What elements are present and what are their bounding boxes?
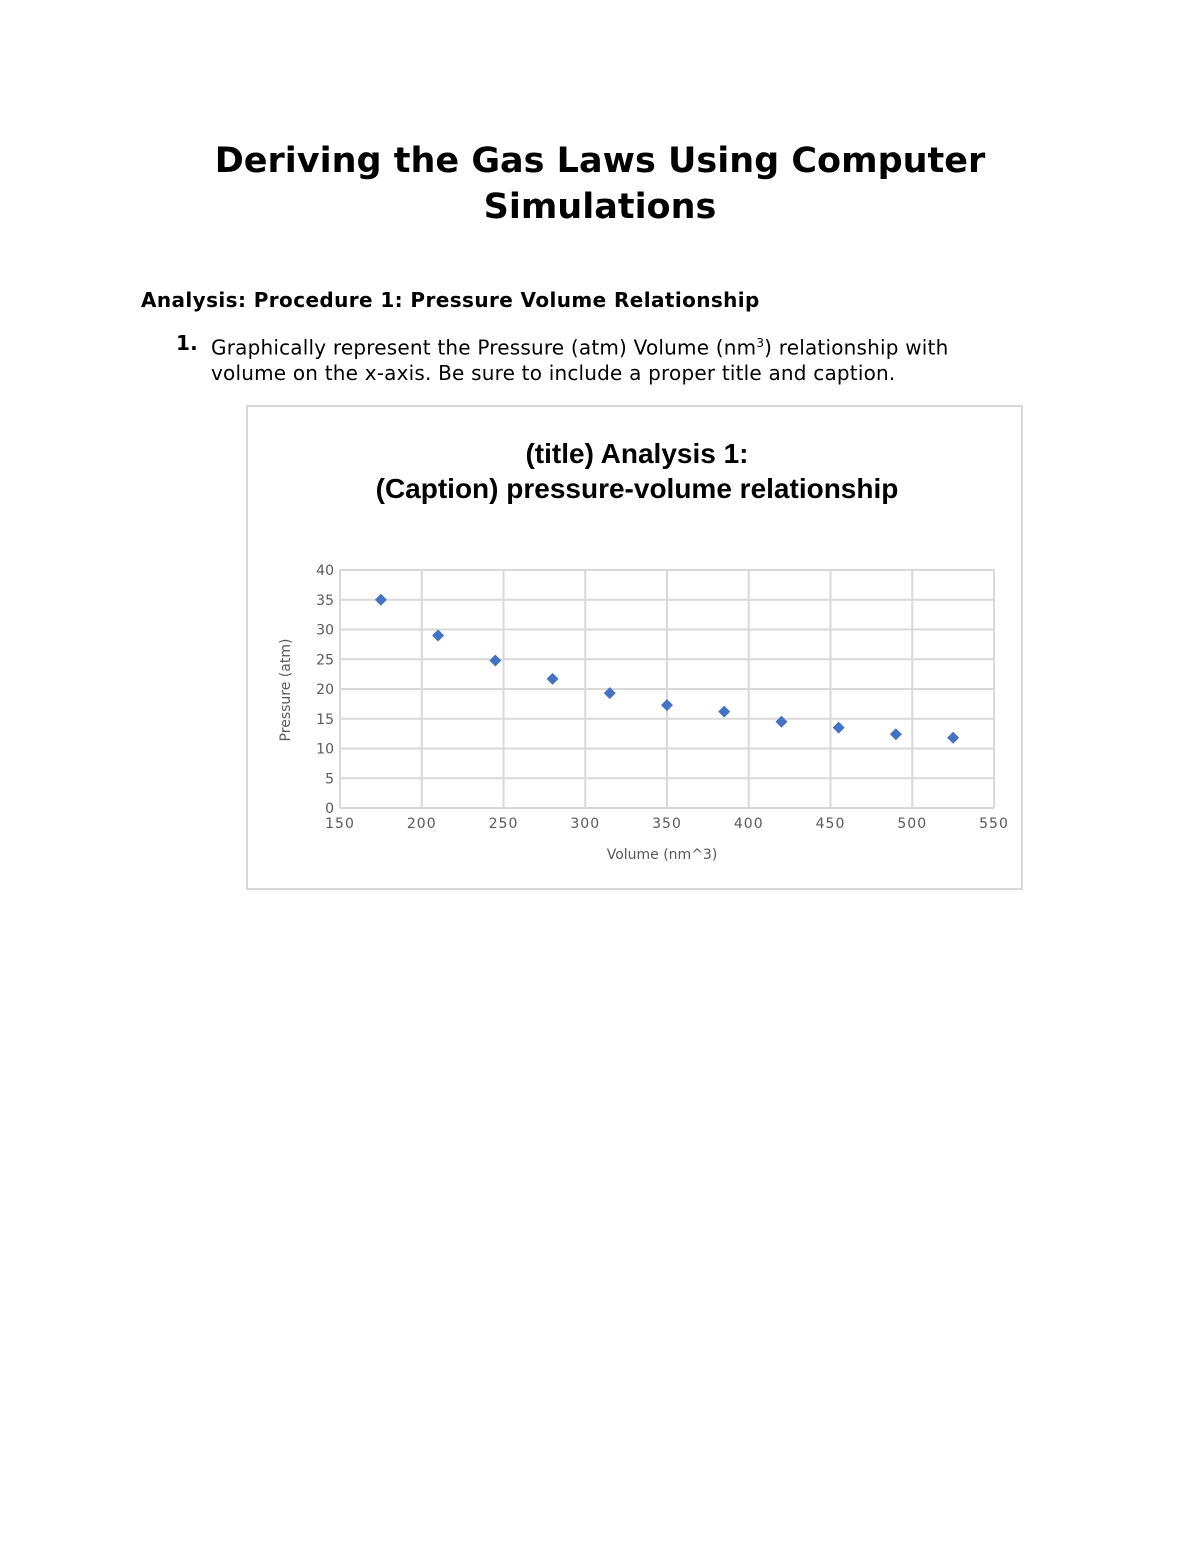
scatter-chart xyxy=(248,407,1025,892)
y-tick-label: 20 xyxy=(316,682,334,698)
question-text-start: Graphically represent the Pressure (atm) Volume (nm xyxy=(211,335,757,360)
document-title: Deriving the Gas Laws Using Computer Simulations xyxy=(214,141,986,227)
data-point xyxy=(718,706,730,718)
data-point xyxy=(432,629,444,641)
x-tick-label: 500 xyxy=(897,816,928,832)
x-tick-label: 450 xyxy=(815,816,846,832)
data-point xyxy=(547,673,559,685)
question-superscript: 3 xyxy=(756,336,765,350)
data-point xyxy=(947,732,959,744)
chart-grid xyxy=(340,570,994,808)
x-tick-label: 350 xyxy=(652,816,682,832)
y-tick-label: 10 xyxy=(316,741,334,758)
x-axis-label: Volume (nm^3) xyxy=(606,847,718,863)
x-tick-label: 250 xyxy=(488,816,519,832)
x-tick-label: 300 xyxy=(570,816,601,832)
y-tick-label: 15 xyxy=(316,711,334,728)
y-tick-label: 30 xyxy=(316,622,334,639)
question-text-end: ) relationship with volume on the x-axis. Be sure to include a proper title and caption. xyxy=(211,335,949,385)
x-tick-label: 200 xyxy=(406,816,437,832)
x-tick-label: 150 xyxy=(325,816,355,832)
y-tick-label: 5 xyxy=(325,771,334,788)
x-tick-label: 550 xyxy=(979,816,1009,832)
data-point xyxy=(775,716,787,728)
question-text xyxy=(211,331,1021,386)
x-tick-label: 400 xyxy=(733,816,764,832)
data-point xyxy=(661,699,673,711)
section-heading: Analysis: Procedure 1: Pressure Volume Relationship xyxy=(141,288,760,312)
data-point xyxy=(489,654,501,666)
data-point xyxy=(833,722,845,734)
data-point xyxy=(890,728,902,740)
y-tick-label: 25 xyxy=(316,652,334,669)
y-tick-label: 0 xyxy=(325,801,334,817)
data-point xyxy=(375,594,387,606)
chart-ticks xyxy=(316,563,1009,832)
chart-title: (title) Analysis 1: xyxy=(525,438,749,469)
y-tick-label: 35 xyxy=(316,592,334,609)
y-tick-label: 40 xyxy=(316,563,334,579)
chart-caption: (Caption) pressure-volume relationship xyxy=(375,473,899,504)
question-number: 1. xyxy=(176,331,198,355)
chart-container xyxy=(246,405,1023,890)
y-axis-label: Pressure (atm) xyxy=(278,638,294,742)
